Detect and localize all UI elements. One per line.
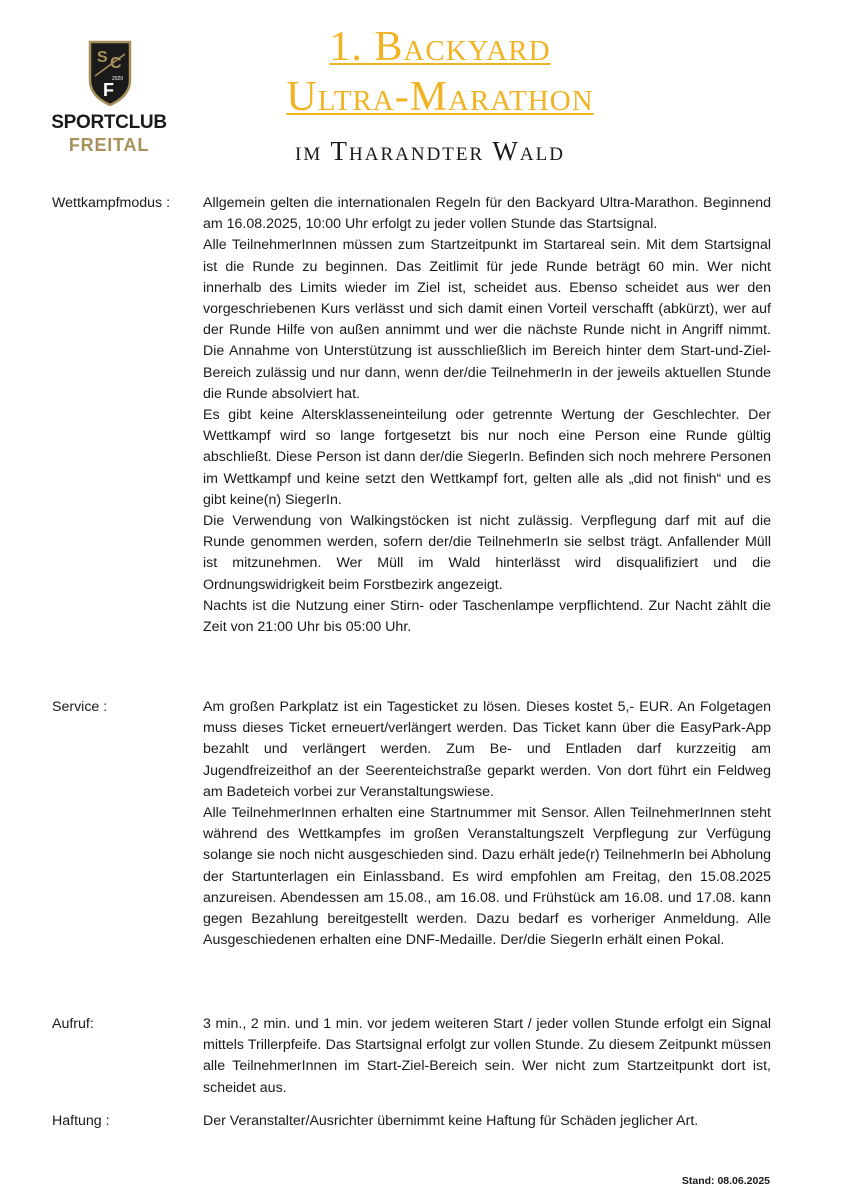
paragraph: Die Verwendung von Walkingstöcken ist nicht zulässig. Verpflegung darf mit auf die Runde genommen werden, sofern der/die TeilnehmerIn sie selbst trägt. Anfallender Müll ist mitzunehmen. Wer Müll im Wald hinterlässt wird disqualifiziert und die Ordnungswidrigkeit beim Forstbezirk angezeigt. <box>203 513 771 593</box>
paragraph: Der Veranstalter/Ausrichter übernimmt keine Haftung für Schäden jeglicher Art. <box>203 1113 699 1129</box>
section-body <box>203 697 771 951</box>
club-name: SPORTCLUB <box>51 112 167 133</box>
title-line-1: 1. Backyard <box>329 24 551 70</box>
svg-text:F: F <box>103 80 114 100</box>
paragraph: Es gibt keine Altersklasseneinteilung oder getrennte Wertung der Geschlechter. Der Wettkampf wird so lange fortgesetzt bis nur noch eine Person eine Runde gültig abschließt. Diese Person ist dann der/die SiegerIn. Befinden sich noch mehrere Personen im Wettkampf und keine setzt den Wettkampf fort, gelten alle als „did not finish“ und es gibt keine(n) SiegerIn. <box>203 407 771 508</box>
club-logo <box>44 40 174 160</box>
section-body <box>203 193 771 638</box>
paragraph: Alle TeilnehmerInnen erhalten eine Startnummer mit Sensor. Allen TeilnehmerInnen steht während des Wettkampfes im großen Veranstaltungszelt Verpflegung zur Verfügung solange sie noch nicht ausgeschieden sind. Dazu erhält jede(r) TeilnehmerIn bei Abholung der Startunterlagen ein Einlassband. Es wird empfohlen am Freitag, den 15.08.2025 anzureisen. Abendessen am 15.08., am 16.08. und Frühstück am 16.08. und 17.08. kann gegen Bezahlung bereitgestellt werden. Dazu bedarf es vorheriger Anmeldung. Alle Ausgeschiedenen erhalten eine DNF-Medaille. Der/die SiegerIn erhält einen Pokal. <box>203 805 771 949</box>
title-line-2: Ultra-Marathon <box>286 74 594 120</box>
paragraph: Am großen Parkplatz ist ein Tagesticket zu lösen. Dieses kostet 5,- EUR. An Folgetagen muss dieses Ticket erneuert/verlängert werden. Das Ticket kann über die EasyPark-App bezahlt und verlängert werden. Zum Be- und Entladen darf kurzzeitig am Jugendfreizeithof an der Seerenteichstraße geparkt werden. Von dort führt ein Feldweg am Badeteich vorbei zur Veranstaltungswiese. <box>203 699 771 800</box>
paragraph: 3 min., 2 min. und 1 min. vor jedem weiteren Start / jeder vollen Stunde erfolgt ein Signal mittels Trillerpfeife. Das Startsignal erfolgt zur vollen Stunde. Zu diesem Zeitpunkt müssen alle TeilnehmerInnen im Start-Ziel-Bereich sein. Wer nicht zum Startzeitpunkt dort ist, scheidet aus. <box>203 1016 771 1096</box>
club-city: FREITAL <box>68 135 150 155</box>
section-body <box>203 1111 771 1132</box>
section-label: Wettkampfmodus : <box>52 195 171 211</box>
paragraph: Nachts ist die Nutzung einer Stirn- oder Taschenlampe verpflichtend. Zur Nacht zählt die Zeit von 21:00 Uhr bis 05:00 Uhr. <box>203 597 771 636</box>
club-shield-icon <box>87 40 133 106</box>
section-label: Aufruf: <box>52 1016 94 1032</box>
svg-text:S: S <box>97 49 108 66</box>
section-label: Haftung : <box>52 1113 110 1129</box>
section-label: Service : <box>52 699 108 715</box>
svg-text:2020: 2020 <box>112 76 124 82</box>
document-date: Stand: 08.06.2025 <box>681 1175 770 1187</box>
event-subtitle: im Tharandter Wald <box>295 136 565 166</box>
paragraph: Alle TeilnehmerInnen müssen zum Startzeitpunkt im Startareal sein. Mit dem Startsignal ist die Runde zu beginnen. Das Zeitlimit für jede Runde beträgt 60 min. Wer nicht innerhalb des Limits wieder im Ziel ist, scheidet aus. Ebenso scheidet aus wer den vorgeschriebenen Kurs verlässt und sich damit einen Vorteil verschafft (abkürzt), wer auf der Runde Hilfe von außen annimmt und wer die nächste Runde nicht in Angriff nimmt. Die Annahme von Unterstützung ist ausschließlich im Bereich hinter dem Start-und-Ziel-Bereich zulässig und nur dann, wenn der/die TeilnehmerIn in der jeweils aktuellen Stunde die Runde absolviert hat. <box>203 237 771 402</box>
paragraph: Allgemein gelten die internationalen Regeln für den Backyard Ultra-Marathon. Beginnend am 16.08.2025, 10:00 Uhr erfolgt zu jeder vollen Stunde das Startsignal. <box>203 195 771 233</box>
section-body <box>203 1014 771 1099</box>
svg-text:C: C <box>110 55 122 72</box>
event-title <box>200 22 680 122</box>
